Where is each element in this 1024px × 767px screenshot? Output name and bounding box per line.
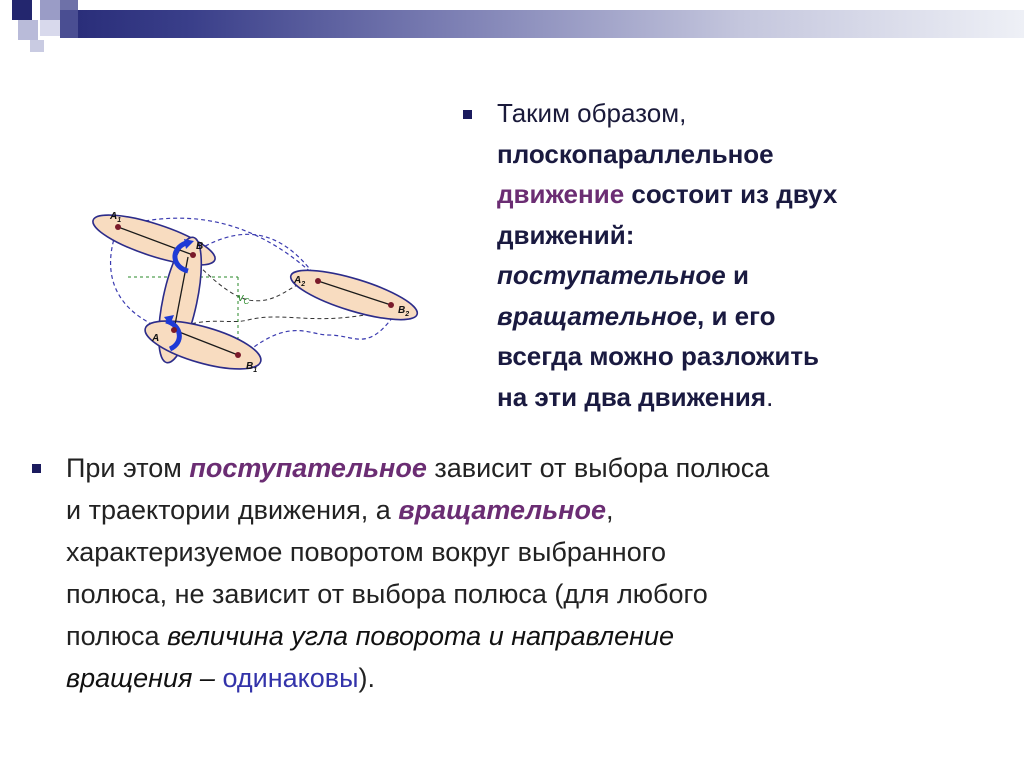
label-b: B bbox=[196, 241, 204, 252]
bottom-text: , bbox=[606, 495, 614, 525]
header-decoration bbox=[0, 0, 1024, 52]
decor-square bbox=[12, 0, 32, 20]
label-vc: $v_C$ bbox=[238, 292, 250, 306]
bottom-italic-phrase: величина угла поворота и направление bbox=[167, 621, 675, 651]
bottom-text: При этом bbox=[66, 453, 190, 483]
top-and: и bbox=[725, 260, 749, 290]
label-a: A bbox=[152, 333, 160, 344]
top-rotational: вращательное bbox=[497, 300, 698, 331]
top-line-8-text: на эти два движения bbox=[497, 381, 767, 412]
top-after-rotational: , и его bbox=[697, 300, 776, 331]
bottom-same-word: одинаковы bbox=[222, 663, 359, 693]
decor-square bbox=[60, 0, 78, 10]
top-line-4: движений: bbox=[497, 219, 635, 250]
bottom-line-1 bbox=[66, 447, 1006, 489]
top-paragraph bbox=[497, 93, 1007, 417]
decor-square bbox=[30, 40, 44, 52]
top-line-6 bbox=[497, 296, 1007, 337]
bottom-paragraph bbox=[66, 447, 1006, 699]
label-b2: $B_2$ bbox=[398, 305, 410, 318]
body-ellipse-right bbox=[286, 260, 422, 329]
decor-square bbox=[60, 10, 78, 38]
bottom-text: и траектории движения, а bbox=[66, 495, 399, 525]
header-gradient-bar bbox=[78, 10, 1024, 38]
bottom-italic-phrase: вращения – bbox=[66, 663, 223, 693]
top-term-line-3: движение bbox=[497, 179, 625, 209]
bottom-line-2 bbox=[66, 489, 1006, 531]
bottom-line-6 bbox=[66, 657, 1006, 699]
decor-square bbox=[40, 0, 60, 20]
top-term-line-2: плоскопараллельное bbox=[497, 138, 774, 169]
body-ellipses bbox=[88, 205, 422, 379]
top-line-7: всегда можно разложить bbox=[497, 341, 820, 371]
plane-motion-diagram bbox=[88, 205, 428, 385]
bottom-text: ). bbox=[358, 663, 376, 693]
bottom-rotational: вращательное bbox=[398, 495, 607, 525]
top-after-term: состоит из двух bbox=[624, 179, 838, 209]
bottom-translational: поступательное bbox=[189, 453, 427, 483]
top-line-3 bbox=[497, 174, 1007, 215]
top-line-5 bbox=[497, 255, 1007, 296]
decor-square bbox=[40, 20, 60, 36]
top-period: . bbox=[766, 381, 774, 412]
top-line-1: Таким образом, bbox=[497, 98, 687, 128]
bottom-line-4: полюса, не зависит от выбора полюса (для любого bbox=[66, 579, 708, 609]
top-translational: поступательное bbox=[497, 260, 726, 290]
label-a1: $A_1$ bbox=[110, 211, 122, 224]
label-b1: $B_1$ bbox=[246, 361, 258, 374]
top-line-8 bbox=[497, 377, 1007, 418]
bottom-line-3: характеризуемое поворотом вокруг выбранного bbox=[66, 537, 666, 567]
decor-square bbox=[18, 20, 38, 40]
bullet-icon bbox=[463, 110, 472, 119]
bullet-icon bbox=[32, 464, 41, 473]
label-a2: $A_2$ bbox=[294, 275, 306, 288]
bottom-text: полюса bbox=[66, 621, 168, 651]
bottom-line-5 bbox=[66, 615, 1006, 657]
bottom-text: зависит от выбора полюса bbox=[426, 453, 770, 483]
